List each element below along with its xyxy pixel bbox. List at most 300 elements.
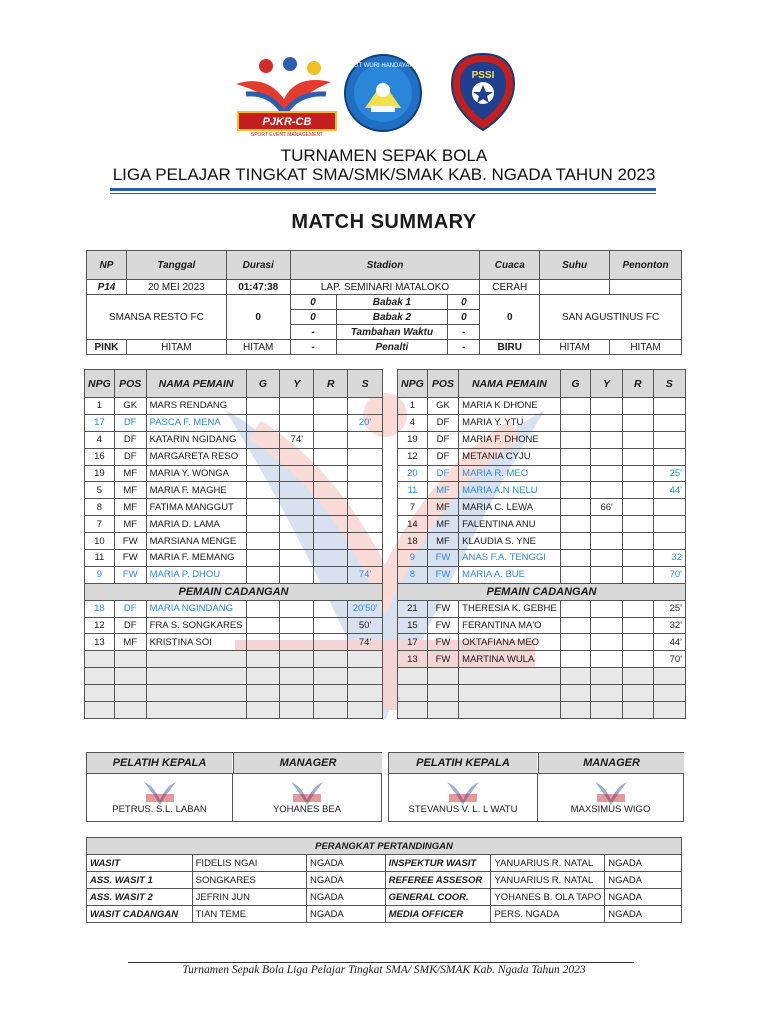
- player-r: [314, 533, 348, 550]
- player-g: [560, 634, 591, 651]
- pjkr-logo: [226, 54, 341, 138]
- col-header-r: R: [622, 370, 653, 398]
- player-r: [314, 499, 348, 516]
- official-row: [87, 872, 682, 889]
- player-pos: DF: [427, 448, 458, 465]
- player-name: PASCA F. MENA: [146, 414, 246, 431]
- player-r: [622, 482, 653, 499]
- empty-cell: [560, 668, 591, 685]
- player-s: [348, 533, 383, 550]
- pssi-logo: [440, 48, 526, 138]
- player-npg: 7: [398, 499, 428, 516]
- svg-text:SPORT EVENT MANAGEMENT: SPORT EVENT MANAGEMENT: [250, 132, 324, 138]
- official-role: MEDIA OFFICER: [385, 906, 491, 923]
- official-origin: NGADA: [306, 855, 385, 872]
- empty-cell: [314, 685, 348, 702]
- player-name: MARS RENDANG: [146, 398, 246, 415]
- away-manager-label: MANAGER: [538, 753, 684, 773]
- col-tanggal: Tanggal: [126, 251, 226, 280]
- col-header-name: NAMA PEMAIN: [146, 370, 246, 398]
- away-score: 0: [480, 295, 540, 340]
- player-name: OKTAFIANA MEO: [459, 634, 561, 651]
- player-s: 50': [348, 617, 383, 634]
- footer-rule: [128, 962, 634, 963]
- player-name: MARIA C. LEWA: [459, 499, 561, 516]
- player-g: [246, 448, 280, 465]
- player-npg: 1: [398, 398, 428, 415]
- player-name: FALENTINA ANU: [459, 516, 561, 533]
- player-npg: 9: [85, 566, 115, 583]
- player-name: MARIA F. MAGHE: [146, 482, 246, 499]
- empty-cell: [85, 651, 115, 668]
- away-coach-name: STEVANUS V. L. L WATU: [408, 804, 518, 815]
- player-s: [348, 465, 383, 482]
- player-pos: MF: [114, 499, 146, 516]
- empty-cell: [114, 668, 146, 685]
- period-home: -: [290, 340, 336, 355]
- player-s: [348, 550, 383, 567]
- player-y: [591, 550, 623, 567]
- player-name: MARIA NGINDANG: [146, 600, 246, 617]
- period-home: 0: [290, 295, 336, 310]
- player-row: [398, 516, 686, 533]
- player-row: [85, 533, 383, 550]
- player-s: [348, 516, 383, 533]
- player-g: [246, 617, 280, 634]
- official-origin: NGADA: [605, 872, 682, 889]
- player-npg: 13: [85, 634, 115, 651]
- duration-value: 01:47:38: [226, 280, 290, 295]
- col-penonton: Penonton: [610, 251, 682, 280]
- empty-cell: [622, 702, 653, 719]
- player-pos: FW: [427, 651, 458, 668]
- player-row: [85, 516, 383, 533]
- player-pos: MF: [114, 516, 146, 533]
- col-header-pos: POS: [427, 370, 458, 398]
- player-r: [314, 482, 348, 499]
- player-name: MARSIANA MENGE: [146, 533, 246, 550]
- player-row: [85, 414, 383, 431]
- signature-stamp-icon: [289, 778, 325, 806]
- player-y: [280, 533, 314, 550]
- player-s: [653, 414, 685, 431]
- player-row: [85, 600, 383, 617]
- player-row: [85, 431, 383, 448]
- player-pos: FW: [114, 533, 146, 550]
- period-away: 0: [448, 310, 480, 325]
- player-r: [314, 431, 348, 448]
- player-s: 25': [653, 465, 685, 482]
- empty-cell: [591, 685, 623, 702]
- player-r: [622, 617, 653, 634]
- empty-cell: [114, 651, 146, 668]
- official-role: INSPEKTUR WASIT: [385, 855, 491, 872]
- player-r: [622, 533, 653, 550]
- player-r: [622, 566, 653, 583]
- player-row: [398, 414, 686, 431]
- player-r: [622, 431, 653, 448]
- kit-row: [87, 340, 682, 355]
- official-row: [87, 855, 682, 872]
- player-r: [314, 634, 348, 651]
- empty-cell: [348, 668, 383, 685]
- player-g: [246, 516, 280, 533]
- temperature-value: [540, 280, 610, 295]
- player-pos: DF: [427, 414, 458, 431]
- signature-stamp-icon: [593, 778, 629, 806]
- empty-cell: [85, 685, 115, 702]
- official-origin: NGADA: [605, 855, 682, 872]
- player-r: [314, 600, 348, 617]
- player-s: 70': [653, 566, 685, 583]
- col-header-r: R: [314, 370, 348, 398]
- player-row: [85, 566, 383, 583]
- home-team-name: SMANSA RESTO FC: [87, 295, 227, 340]
- official-origin: NGADA: [306, 906, 385, 923]
- player-pos: DF: [114, 600, 146, 617]
- player-name: FRA S. SONGKARES: [146, 617, 246, 634]
- spectators-value: [610, 280, 682, 295]
- player-y: [591, 617, 623, 634]
- empty-cell: [85, 702, 115, 719]
- svg-text:PSSI: PSSI: [471, 70, 495, 81]
- player-pos: FW: [427, 634, 458, 651]
- stadium-value: LAP. SEMINARI MATALOKO: [290, 280, 480, 295]
- player-row: [398, 550, 686, 567]
- np-value: P14: [87, 280, 127, 295]
- player-r: [314, 617, 348, 634]
- empty-cell: [398, 702, 428, 719]
- away-lineup-header-row: [398, 370, 686, 398]
- official-row: [87, 906, 682, 923]
- away-manager-name: MAXSIMUS WIGO: [570, 804, 651, 815]
- player-r: [622, 414, 653, 431]
- player-s: [653, 398, 685, 415]
- player-y: [280, 566, 314, 583]
- player-g: [560, 448, 591, 465]
- player-g: [560, 398, 591, 415]
- player-row: [398, 499, 686, 516]
- empty-cell: [114, 702, 146, 719]
- player-name: THERESIA K. GEBHE: [459, 600, 561, 617]
- player-g: [560, 651, 591, 668]
- official-name: PERS. NGADA: [491, 906, 605, 923]
- signature-stamp-icon: [445, 778, 481, 806]
- player-npg: 1: [85, 398, 115, 415]
- empty-row: [398, 702, 686, 719]
- player-g: [560, 482, 591, 499]
- player-g: [246, 431, 280, 448]
- empty-cell: [246, 685, 280, 702]
- empty-cell: [653, 668, 685, 685]
- empty-cell: [459, 702, 561, 719]
- home-coach-label: PELATIH KEPALA: [87, 753, 232, 773]
- player-s: 20': [348, 414, 383, 431]
- player-pos: MF: [427, 499, 458, 516]
- empty-cell: [314, 668, 348, 685]
- player-s: [348, 482, 383, 499]
- player-row: [398, 465, 686, 482]
- player-name: MARTINA WULA: [459, 651, 561, 668]
- player-g: [560, 550, 591, 567]
- col-header-s: S: [348, 370, 383, 398]
- player-r: [622, 651, 653, 668]
- player-g: [246, 533, 280, 550]
- signature-stamp-icon: [142, 778, 178, 806]
- official-name: YANUARIUS R. NATAL: [491, 855, 605, 872]
- col-header-name: NAMA PEMAIN: [459, 370, 561, 398]
- player-name: MARIA P. DHOU: [146, 566, 246, 583]
- player-npg: 20: [398, 465, 428, 482]
- empty-cell: [85, 668, 115, 685]
- player-g: [560, 516, 591, 533]
- player-y: [591, 431, 623, 448]
- player-r: [314, 398, 348, 415]
- player-pos: GK: [427, 398, 458, 415]
- empty-cell: [459, 685, 561, 702]
- player-g: [560, 566, 591, 583]
- official-role: ASS. WASIT 1: [87, 872, 193, 889]
- away-coach-cell: [389, 773, 537, 821]
- col-header-npg: NPG: [85, 370, 115, 398]
- player-pos: MF: [114, 634, 146, 651]
- match-info-row: [87, 280, 682, 295]
- home-reserves-header-row: [85, 583, 383, 600]
- player-npg: 7: [85, 516, 115, 533]
- player-npg: 4: [85, 431, 115, 448]
- player-s: 32: [653, 550, 685, 567]
- player-y: [280, 550, 314, 567]
- player-npg: 11: [398, 482, 428, 499]
- player-row: [398, 398, 686, 415]
- col-durasi: Durasi: [226, 251, 290, 280]
- player-pos: DF: [427, 431, 458, 448]
- empty-cell: [653, 702, 685, 719]
- period-row-1: [87, 295, 682, 310]
- player-r: [314, 516, 348, 533]
- player-y: [280, 414, 314, 431]
- home-lineup-table: [84, 369, 383, 719]
- player-r: [314, 414, 348, 431]
- tournament-title: TURNAMEN SEPAK BOLA: [280, 146, 488, 165]
- period-label: Penalti: [336, 340, 448, 355]
- player-pos: FW: [427, 600, 458, 617]
- player-s: 20'50': [348, 600, 383, 617]
- player-pos: DF: [114, 431, 146, 448]
- empty-cell: [246, 668, 280, 685]
- player-pos: MF: [427, 516, 458, 533]
- weather-value: CERAH: [480, 280, 540, 295]
- away-kit-socks: HITAM: [610, 340, 682, 355]
- player-s: [348, 499, 383, 516]
- player-name: METANIA CYJU: [459, 448, 561, 465]
- period-home: 0: [290, 310, 336, 325]
- player-y: [591, 600, 623, 617]
- player-s: [348, 431, 383, 448]
- player-y: [591, 516, 623, 533]
- player-row: [85, 634, 383, 651]
- col-header-y: Y: [280, 370, 314, 398]
- player-name: MARIA K DHONE: [459, 398, 561, 415]
- player-row: [398, 600, 686, 617]
- home-manager-label: MANAGER: [233, 753, 382, 773]
- player-npg: 14: [398, 516, 428, 533]
- player-g: [560, 499, 591, 516]
- official-name: JEFRIN JUN: [192, 889, 306, 906]
- player-s: 25': [653, 600, 685, 617]
- empty-row: [85, 651, 383, 668]
- player-name: MARIA R. MEO: [459, 465, 561, 482]
- player-npg: 17: [398, 634, 428, 651]
- player-g: [246, 398, 280, 415]
- player-npg: 15: [398, 617, 428, 634]
- player-y: 66': [591, 499, 623, 516]
- player-y: [280, 600, 314, 617]
- player-row: [398, 651, 686, 668]
- tut-wuri-handayani-logo: [343, 50, 423, 136]
- player-r: [622, 499, 653, 516]
- player-y: [591, 398, 623, 415]
- player-npg: 5: [85, 482, 115, 499]
- player-row: [398, 448, 686, 465]
- player-s: 74': [348, 566, 383, 583]
- home-kit-shirt: PINK: [87, 340, 127, 355]
- empty-cell: [459, 668, 561, 685]
- player-pos: GK: [114, 398, 146, 415]
- header-rule: [110, 188, 656, 191]
- player-s: 44': [653, 634, 685, 651]
- home-staff-box: [86, 752, 382, 822]
- player-npg: 17: [85, 414, 115, 431]
- player-y: [280, 499, 314, 516]
- player-row: [85, 499, 383, 516]
- player-s: [348, 398, 383, 415]
- player-name: ANAS F.A. TENGGI: [459, 550, 561, 567]
- player-r: [622, 465, 653, 482]
- official-name: FIDELIS NGAI: [192, 855, 306, 872]
- match-info-table: [86, 250, 682, 355]
- empty-row: [398, 685, 686, 702]
- player-y: [280, 448, 314, 465]
- player-s: [653, 516, 685, 533]
- player-r: [622, 550, 653, 567]
- player-pos: FW: [427, 617, 458, 634]
- player-r: [314, 465, 348, 482]
- empty-cell: [314, 702, 348, 719]
- player-row: [398, 533, 686, 550]
- col-stadion: Stadion: [290, 251, 480, 280]
- player-s: [653, 448, 685, 465]
- player-pos: FW: [114, 566, 146, 583]
- col-suhu: Suhu: [540, 251, 610, 280]
- official-origin: NGADA: [306, 872, 385, 889]
- player-pos: DF: [114, 414, 146, 431]
- officials-table: [86, 837, 682, 923]
- player-r: [314, 550, 348, 567]
- player-y: 74': [280, 431, 314, 448]
- away-lineup-table: [397, 369, 686, 719]
- player-npg: 18: [398, 533, 428, 550]
- player-name: KLAUDIA S. YNE: [459, 533, 561, 550]
- player-row: [398, 431, 686, 448]
- league-title: LIGA PELAJAR TINGKAT SMA/SMK/SMAK KAB. NGADA TAHUN 2023: [112, 165, 656, 184]
- player-row: [85, 465, 383, 482]
- player-row: [85, 482, 383, 499]
- period-label: Tambahan Waktu: [336, 325, 448, 340]
- col-cuaca: Cuaca: [480, 251, 540, 280]
- player-y: [280, 398, 314, 415]
- player-row: [398, 617, 686, 634]
- player-y: [591, 651, 623, 668]
- empty-cell: [398, 685, 428, 702]
- period-label: Babak 2: [336, 310, 448, 325]
- player-pos: MF: [114, 482, 146, 499]
- logo-row: [0, 46, 768, 138]
- player-s: 44': [653, 482, 685, 499]
- empty-row: [85, 668, 383, 685]
- player-npg: 21: [398, 600, 428, 617]
- player-npg: 8: [85, 499, 115, 516]
- col-header-s: S: [653, 370, 685, 398]
- player-s: 32': [653, 617, 685, 634]
- official-name: TIAN TEME: [192, 906, 306, 923]
- period-label: Babak 1: [336, 295, 448, 310]
- away-manager-cell: [537, 773, 683, 821]
- player-s: 74': [348, 634, 383, 651]
- player-name: MARIA F. DHONE: [459, 431, 561, 448]
- player-row: [398, 566, 686, 583]
- player-name: KRISTINA SOI: [146, 634, 246, 651]
- empty-cell: [280, 651, 314, 668]
- empty-cell: [146, 685, 246, 702]
- player-npg: 18: [85, 600, 115, 617]
- away-team-name: SAN AGUSTINUS FC: [540, 295, 682, 340]
- officials-header-row: [87, 838, 682, 855]
- empty-cell: [427, 685, 458, 702]
- player-y: [591, 566, 623, 583]
- empty-cell: [246, 702, 280, 719]
- player-name: MARIA D. LAMA: [146, 516, 246, 533]
- official-role: ASS. WASIT 2: [87, 889, 193, 906]
- player-y: [280, 634, 314, 651]
- official-origin: NGADA: [605, 906, 682, 923]
- empty-cell: [146, 702, 246, 719]
- empty-cell: [591, 702, 623, 719]
- empty-cell: [348, 685, 383, 702]
- page-title: MATCH SUMMARY: [291, 211, 477, 233]
- player-g: [246, 600, 280, 617]
- officials-title: PERANGKAT PERTANDINGAN: [87, 838, 682, 855]
- home-lineup-header-row: [85, 370, 383, 398]
- away-coach-label: PELATIH KEPALA: [389, 753, 537, 773]
- period-away: -: [448, 340, 480, 355]
- player-pos: MF: [427, 482, 458, 499]
- player-r: [314, 448, 348, 465]
- empty-cell: [560, 685, 591, 702]
- empty-row: [398, 668, 686, 685]
- player-npg: 19: [85, 465, 115, 482]
- official-role: REFEREE ASSESOR: [385, 872, 491, 889]
- date-value: 20 MEI 2023: [126, 280, 226, 295]
- official-name: YANUARIUS R. NATAL: [491, 872, 605, 889]
- official-origin: NGADA: [605, 889, 682, 906]
- player-r: [622, 398, 653, 415]
- player-pos: FW: [114, 550, 146, 567]
- player-name: KATARIN NGIDANG: [146, 431, 246, 448]
- player-g: [560, 465, 591, 482]
- player-pos: FW: [427, 550, 458, 567]
- page-footer: Turnamen Sepak Bola Liga Pelajar Tingkat SMA/ SMK/SMAK Kab. Ngada Tahun 2023: [182, 964, 586, 976]
